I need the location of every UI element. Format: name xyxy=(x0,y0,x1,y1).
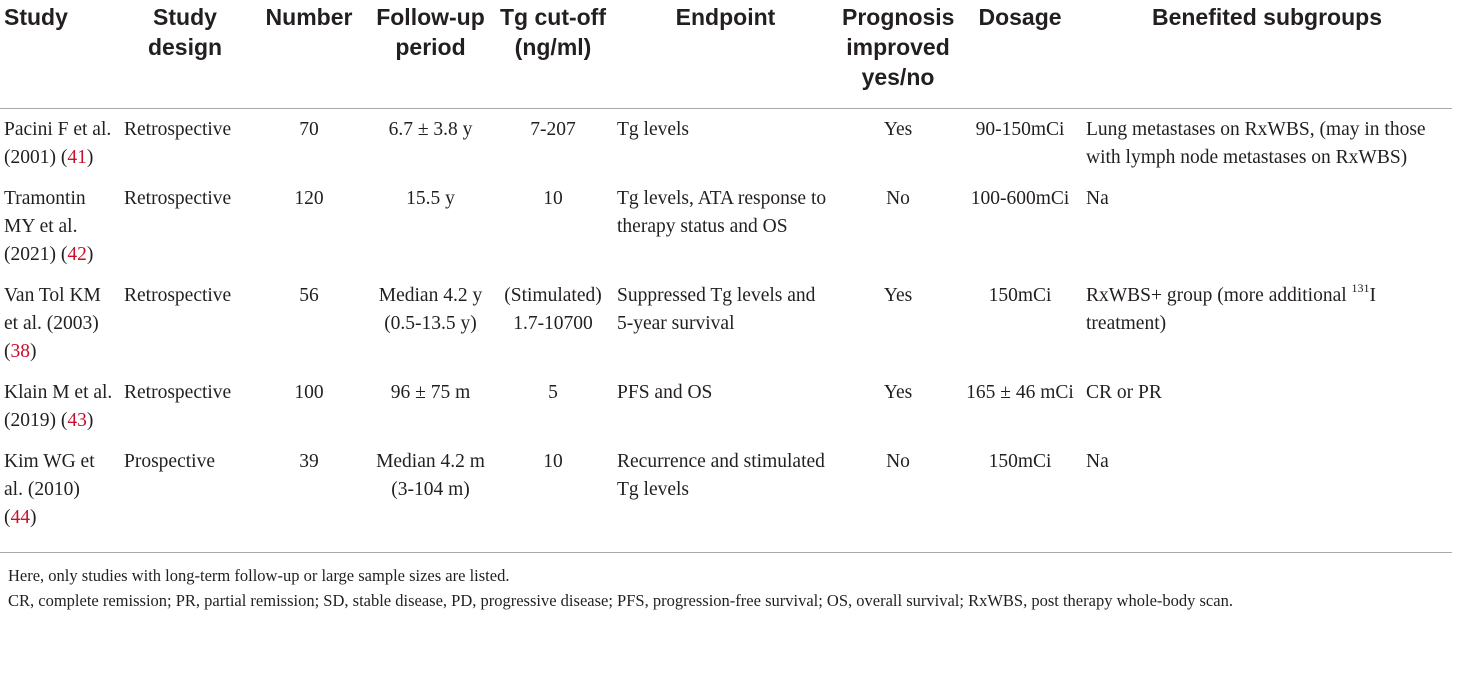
cell-subgroups: Lung metastases on RxWBS, (may in those with lymph node metastases on RxWBS) xyxy=(1086,119,1426,168)
header-prognosis: Prognosis improved yes/no xyxy=(842,4,955,90)
citation-link[interactable]: 43 xyxy=(67,410,87,431)
cell-dosage: 90-150mCi xyxy=(975,119,1065,140)
cell-prognosis: Yes xyxy=(883,382,913,403)
cell-design: Prospective xyxy=(124,451,215,472)
cell-tg: 10 xyxy=(543,188,563,209)
table-row xyxy=(0,178,1452,275)
cell-tg: 10 xyxy=(543,451,563,472)
citation-link[interactable]: 41 xyxy=(67,147,87,168)
cell-subgroups: Na xyxy=(1086,451,1109,472)
header-endpoint: Endpoint xyxy=(675,4,776,30)
cell-followup: 15.5 y xyxy=(406,188,455,209)
footnote-line: CR, complete remission; PR, partial remission; SD, stable disease, PD, progressive disease; PFS, progression-free survival; OS, overall survival; RxWBS, post therapy whole-body scan. xyxy=(8,591,1233,610)
header-design: Study design xyxy=(147,4,223,60)
cell-dosage: 150mCi xyxy=(988,285,1052,306)
cell-design: Retrospective xyxy=(124,119,232,140)
cell-design: Retrospective xyxy=(124,285,232,306)
header-study: Study xyxy=(4,4,68,30)
cell-study: Klain M et al. (2019) (43) xyxy=(4,382,113,431)
cell-followup: Median 4.2 y (0.5-13.5 y) xyxy=(378,285,483,334)
cell-tg: (Stimulated) 1.7-10700 xyxy=(504,285,602,334)
cell-subgroups: RxWBS+ group (more additional $^{131}$I treatment) xyxy=(1086,281,1377,334)
cell-dosage: 165 ± 46 mCi xyxy=(966,382,1074,403)
cell-followup: Median 4.2 m (3-104 m) xyxy=(376,451,485,500)
cell-endpoint: Recurrence and stimulated Tg levels xyxy=(617,451,825,500)
cell-dosage: 100-600mCi xyxy=(970,188,1070,209)
header-subgroups: Benefited subgroups xyxy=(1151,4,1382,30)
footnote-line: Here, only studies with long-term follow-up or large sample sizes are listed. xyxy=(8,566,510,585)
header-tg: Tg cut-off (ng/ml) xyxy=(499,4,606,60)
cell-design: Retrospective xyxy=(124,188,232,209)
citation-link[interactable]: 38 xyxy=(10,341,30,362)
cell-number: 39 xyxy=(299,451,319,472)
cell-endpoint: PFS and OS xyxy=(617,382,713,403)
cell-prognosis: Yes xyxy=(883,119,913,140)
header-row xyxy=(0,0,1452,109)
citation-link[interactable]: 44 xyxy=(10,507,30,528)
cell-subgroups: CR or PR xyxy=(1086,382,1162,403)
cell-study: Kim WG et al. (2010) (44) xyxy=(4,451,95,528)
table-row xyxy=(0,441,1452,553)
table-footnotes xyxy=(0,553,1460,613)
cell-number: 100 xyxy=(294,382,324,403)
cell-number: 56 xyxy=(299,285,319,306)
cell-number: 120 xyxy=(294,188,324,209)
cell-design: Retrospective xyxy=(124,382,232,403)
cell-prognosis: No xyxy=(886,188,910,209)
cell-dosage: 150mCi xyxy=(988,451,1052,472)
cell-followup: 6.7 ± 3.8 y xyxy=(388,119,473,140)
cell-endpoint: Suppressed Tg levels and 5-year survival xyxy=(617,285,816,334)
table-row xyxy=(0,109,1452,179)
cell-study: Tramontin MY et al. (2021) (42) xyxy=(4,188,94,265)
header-followup: Follow-up period xyxy=(376,4,485,60)
citation-link[interactable]: 42 xyxy=(67,244,87,265)
table-row xyxy=(0,372,1452,441)
table-row xyxy=(0,275,1452,372)
cell-tg: 5 xyxy=(548,382,558,403)
cell-prognosis: Yes xyxy=(883,285,913,306)
cell-endpoint: Tg levels, ATA response to therapy status and OS xyxy=(617,188,827,237)
cell-number: 70 xyxy=(299,119,319,140)
header-number: Number xyxy=(265,4,353,30)
cell-tg: 7-207 xyxy=(530,119,576,140)
cell-subgroups: Na xyxy=(1086,188,1109,209)
cell-endpoint: Tg levels xyxy=(617,119,690,140)
isotope-superscript: 131 xyxy=(1351,281,1370,295)
cell-prognosis: No xyxy=(886,451,910,472)
cell-study: Van Tol KM et al. (2003) (38) xyxy=(4,285,101,362)
cell-study: Pacini F et al. (2001) (41) xyxy=(4,119,112,168)
header-dosage: Dosage xyxy=(978,4,1062,30)
cell-followup: 96 ± 75 m xyxy=(390,382,471,403)
